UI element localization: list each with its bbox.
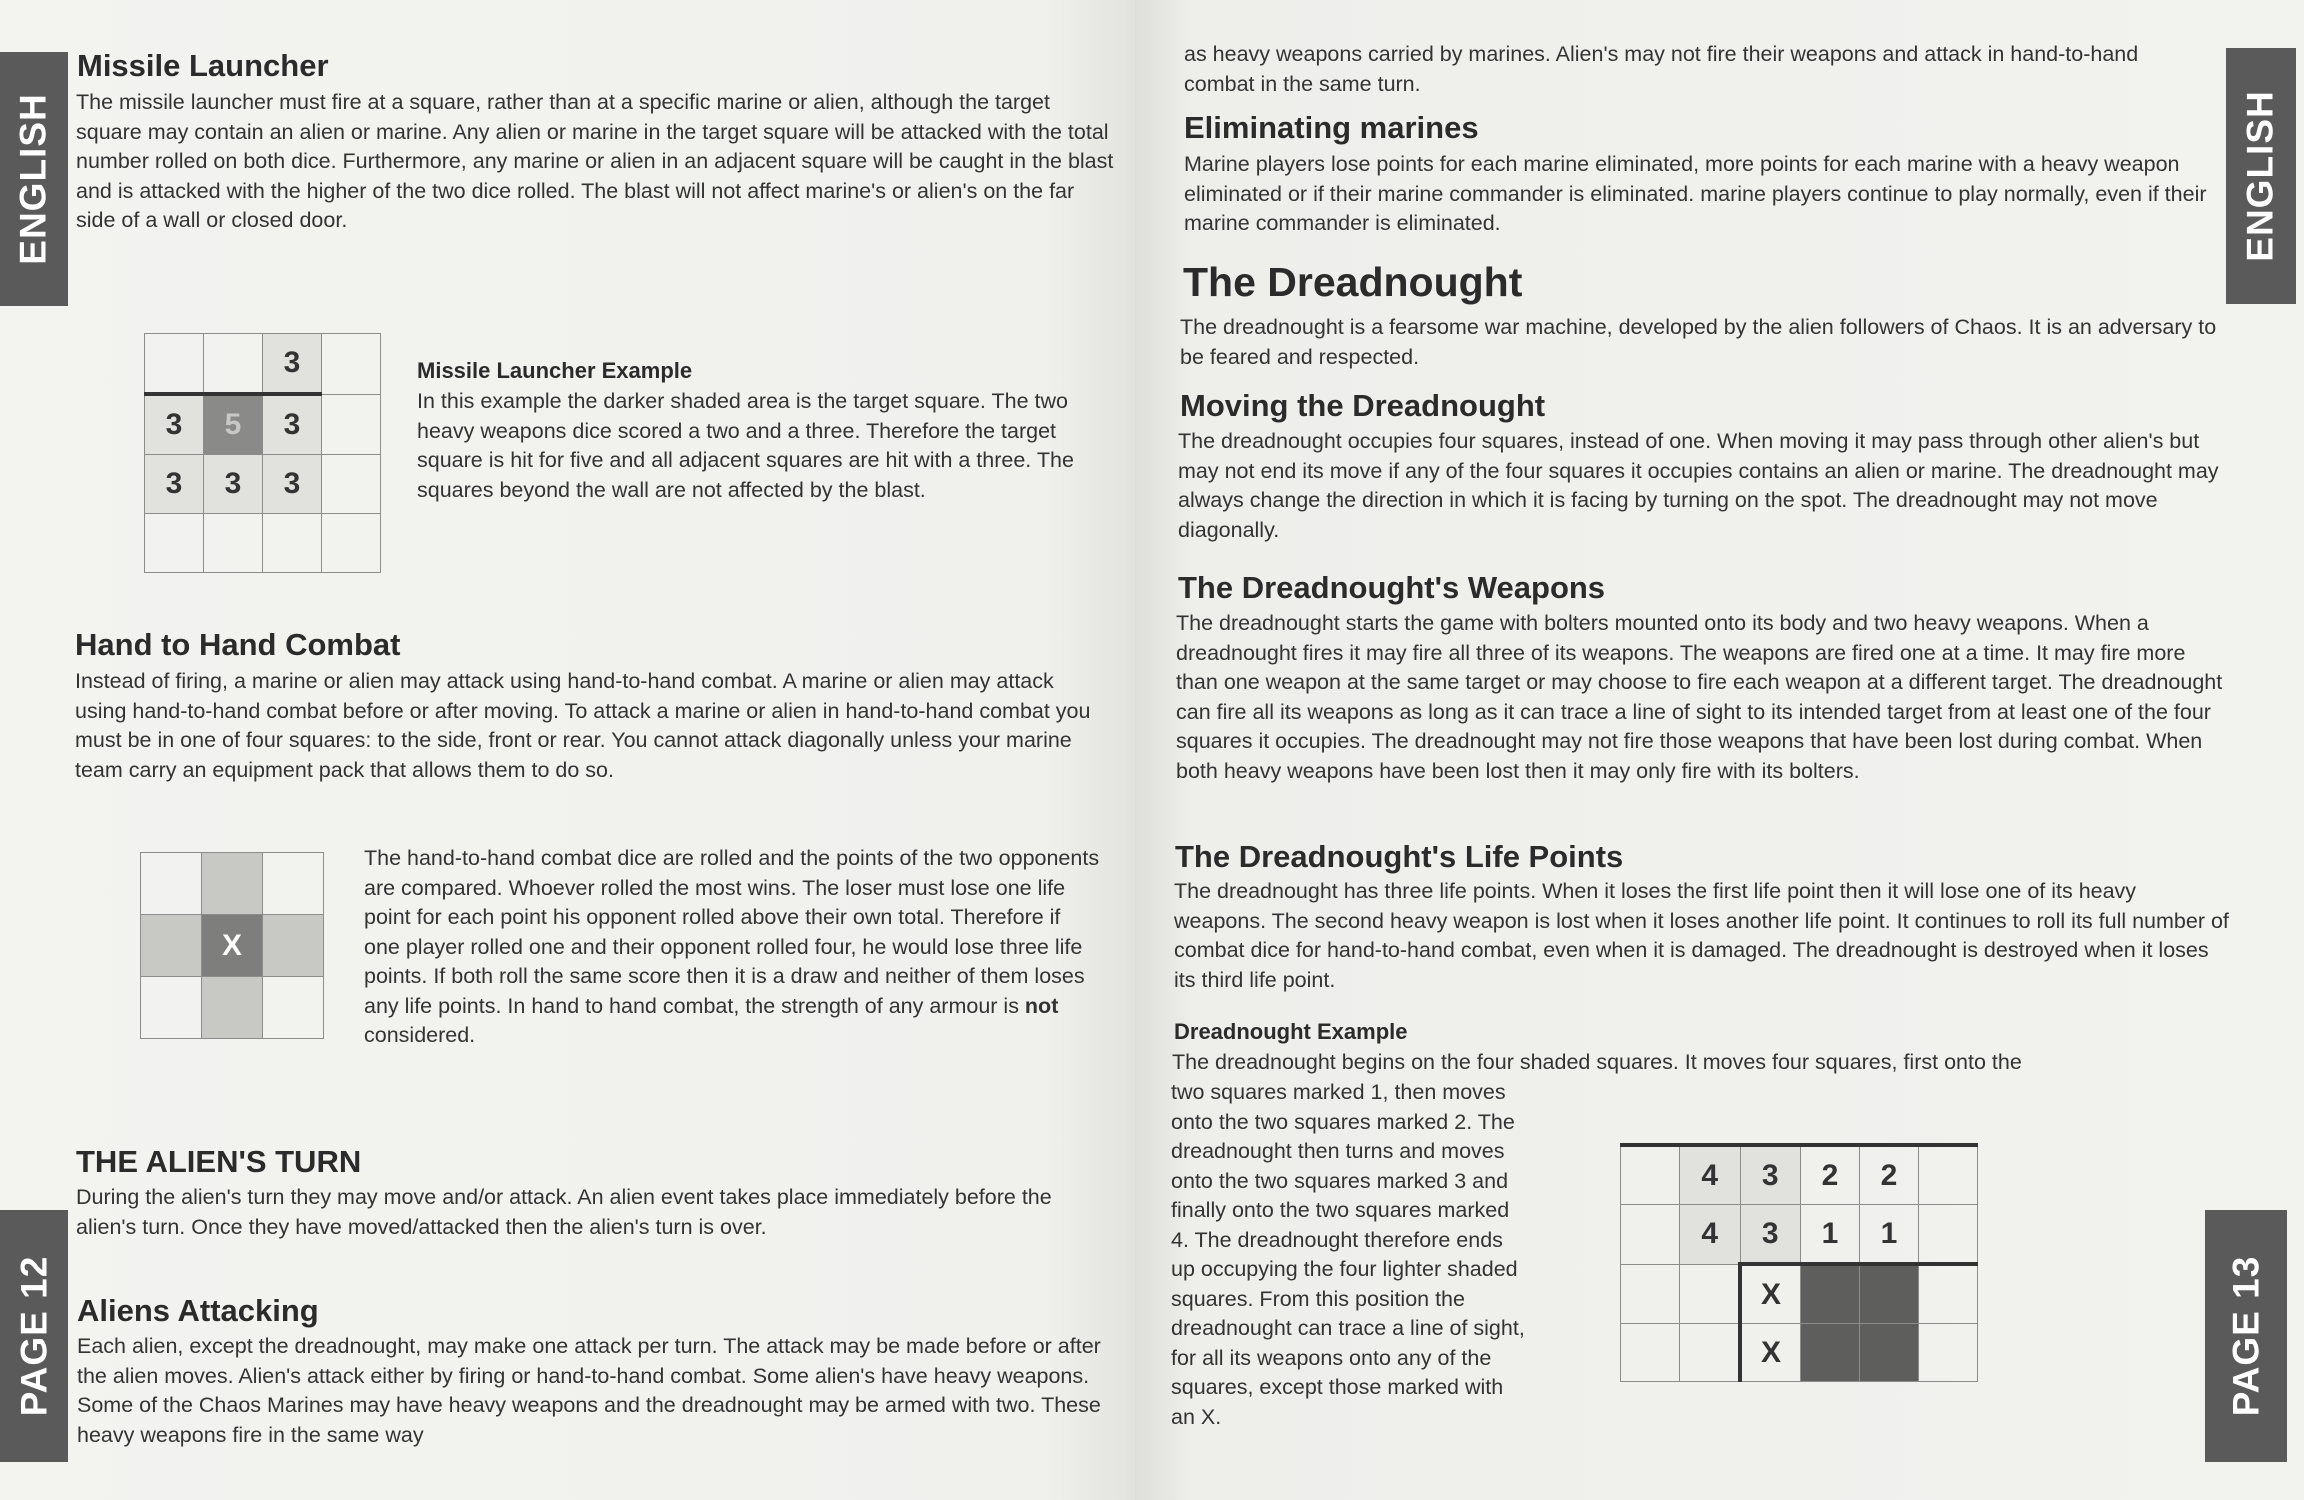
dreadnought-example-grid	[1620, 1143, 1978, 1382]
hand-to-hand-dice-text	[364, 844, 1100, 1051]
aliens-turn-text: During the alien's turn they may move and/or attack. An alien event takes place immediately before the alien's turn. Once they have moved/attacked then the alien's turn is over.	[76, 1185, 1052, 1239]
dreadnought-start-square	[1860, 1264, 1919, 1324]
dreadnought-example-text: two squares marked 1, then moves onto the two squares marked 2. The dreadnought then turns and moves onto the two squares marked 3 and finally onto the two squares marked 4. The dreadnought therefore ends up occupying the four lighter shaded squares. From this position the dreadnought can trace a line of sight, for all its weapons onto any of the squares, except those marked with an X.	[1171, 1080, 1525, 1429]
grid-cell	[1919, 1145, 1978, 1205]
aliens-attacking-heading: Aliens Attacking	[77, 1293, 319, 1328]
attacker-square: X	[202, 915, 263, 977]
grid-cell: 3	[145, 394, 204, 455]
grid-cell	[322, 455, 381, 514]
language-tab-label: ENGLISH	[2240, 90, 2281, 262]
grid-cell	[322, 394, 381, 455]
hand-to-hand-heading: Hand to Hand Combat	[75, 627, 401, 662]
life-points-text: The dreadnought has three life points. When it loses the first life point then it will lose one of its heavy weapons. The second heavy weapon is lost when it loses another life point. It continues to roll its full number of combat dice for hand-to-hand combat, even when it is damaged. The dreadnought is destroyed when it loses its third life point.	[1174, 879, 2229, 992]
grid-cell: 3	[263, 334, 322, 395]
right-page	[1135, 0, 2304, 1500]
continued-text: as heavy weapons carried by marines. Alien's may not fire their weapons and attack in hand-to-hand combat in the same turn.	[1184, 42, 2139, 96]
language-tab	[0, 52, 68, 306]
language-tab-label: ENGLISH	[13, 93, 54, 265]
grid-cell	[202, 977, 263, 1039]
blocked-square: X	[1740, 1324, 1801, 1382]
grid-cell: 3	[1740, 1145, 1801, 1205]
grid-cell	[322, 334, 381, 395]
missile-launcher-text: The missile launcher must fire at a square, rather than at a specific marine or alien, although the target square may contain an alien or marine. Any alien or marine in the target square will be attacked with the total number rolled on both dice. Furthermore, any marine or alien in an adjacent square will be caught in the blast and is attacked with the higher of the two dice rolled. The blast will not affect marine's or alien's on the far side of a wall or closed door.	[76, 90, 1114, 232]
page-number-label: PAGE 13	[2225, 1255, 2267, 1417]
dice-text-part: considered.	[364, 1023, 476, 1047]
missile-example-text: In this example the darker shaded area is the target square. The two heavy weapons dice scored a two and a three. Therefore the target square is hit for five and all adjacent squares are hit with a three. The squares beyond the wall are not affected by the blast.	[417, 389, 1074, 502]
target-square: 5	[204, 394, 263, 455]
grid-cell	[1680, 1324, 1741, 1382]
hand-to-hand-grid	[140, 852, 324, 1039]
missile-launcher-heading: Missile Launcher	[77, 48, 329, 83]
grid-cell	[1680, 1264, 1741, 1324]
dreadnought-start-square	[1860, 1324, 1919, 1382]
grid-cell	[204, 334, 263, 395]
grid-cell	[204, 514, 263, 573]
grid-cell	[322, 514, 381, 573]
grid-cell	[1621, 1145, 1680, 1205]
grid-cell	[1919, 1324, 1978, 1382]
grid-cell	[1919, 1264, 1978, 1324]
eliminating-text: Marine players lose points for each marine eliminated, more points for each marine with a heavy weapon eliminated or if their marine commander is eliminated. marine players continue to play normally, even if their marine commander is eliminated.	[1184, 152, 2207, 235]
dreadnought-intro-text: The dreadnought is a fearsome war machine, developed by the alien followers of Chaos. It is an adversary to be feared and respected.	[1180, 315, 2217, 369]
page-number-label: PAGE 12	[13, 1255, 55, 1417]
hand-to-hand-text: Instead of firing, a marine or alien may attack using hand-to-hand combat. A marine or alien may attack using hand-to-hand combat before or after moving. To attack a marine or alien in hand-to-hand combat you must be in one of four squares: to the side, front or rear. You cannot attack diagonally unless your marine team carry an equipment pack that allows them to do so.	[75, 669, 1091, 782]
missile-example-grid	[144, 333, 381, 573]
grid-cell: 3	[145, 455, 204, 514]
grid-cell	[1919, 1205, 1978, 1265]
language-tab	[2226, 48, 2296, 304]
grid-cell: 4	[1680, 1205, 1741, 1265]
page-number-tab	[0, 1210, 68, 1462]
grid-cell	[202, 853, 263, 915]
dreadnought-example-heading: Dreadnought Example	[1174, 1019, 1408, 1044]
grid-cell: 3	[263, 394, 322, 455]
grid-cell: 3	[204, 455, 263, 514]
grid-cell	[1621, 1264, 1680, 1324]
grid-cell: 3	[1740, 1205, 1801, 1265]
grid-cell: 4	[1680, 1145, 1741, 1205]
grid-cell	[141, 915, 202, 977]
aliens-attacking-text: Each alien, except the dreadnought, may make one attack per turn. The attack may be made before or after the alien moves. Alien's attack either by firing or hand-to-hand combat. Some alien's have heavy weapons. Some of the Chaos Marines may have heavy weapons and the dreadnought may be armed with two. These heavy weapons fire in the same way	[77, 1334, 1101, 1447]
grid-cell	[1621, 1205, 1680, 1265]
life-points-heading: The Dreadnought's Life Points	[1175, 839, 1624, 874]
grid-cell	[145, 514, 204, 573]
blocked-square: X	[1740, 1264, 1801, 1324]
dice-text-emphasis: not	[1024, 993, 1059, 1018]
dreadnought-example-intro: The dreadnought begins on the four shaded squares. It moves four squares, first onto the	[1172, 1050, 2022, 1074]
grid-cell	[263, 853, 324, 915]
aliens-turn-heading: THE ALIEN'S TURN	[76, 1144, 362, 1179]
grid-cell: 2	[1801, 1145, 1860, 1205]
weapons-text: The dreadnought starts the game with bolters mounted onto its body and two heavy weapons. When a dreadnought fires it may fire all three of its weapons. The weapons are fired one at a time. It may fire more than one weapon at the same target or may choose to fire each weapon at a different target. The dreadnought can fire all its weapons as long as it can trace a line of sight to its intended target from at least one of the four squares it occupies. The dreadnought may not fire those weapons that have been lost during combat. When both heavy weapons have been lost then it may only fire with its bolters.	[1176, 611, 2223, 783]
grid-cell	[141, 977, 202, 1039]
dreadnought-start-square	[1801, 1324, 1860, 1382]
grid-cell: 3	[263, 455, 322, 514]
eliminating-heading: Eliminating marines	[1184, 110, 1479, 145]
grid-cell	[263, 514, 322, 573]
grid-cell: 2	[1860, 1145, 1919, 1205]
moving-text: The dreadnought occupies four squares, instead of one. When moving it may pass through other alien's but may not end its move if any of the four squares it occupies contains an alien or marine. The dreadnought may always change the direction in which it is facing by turning on the spot. The dreadnought may not move diagonally.	[1178, 429, 2219, 542]
grid-cell: 1	[1801, 1205, 1860, 1265]
weapons-heading: The Dreadnought's Weapons	[1178, 570, 1606, 605]
moving-heading: Moving the Dreadnought	[1180, 388, 1546, 423]
grid-cell	[1621, 1324, 1680, 1382]
left-page	[0, 0, 1135, 1500]
grid-cell	[263, 977, 324, 1039]
grid-cell	[263, 915, 324, 977]
missile-example-heading: Missile Launcher Example	[417, 358, 693, 383]
grid-cell	[141, 853, 202, 915]
page-number-tab	[2205, 1210, 2287, 1462]
dreadnought-start-square	[1801, 1264, 1860, 1324]
grid-cell: 1	[1860, 1205, 1919, 1265]
dice-text-part: The hand-to-hand combat dice are rolled and the points of the two opponents are compared. Whoever rolled the most wins. The loser must lose one life point for each point his opponent rolled above their own total. Therefore if one player rolled one and their opponent rolled four, he would lose three life points. If both roll the same score then it is a draw and neither of them loses any life points. In hand to hand combat, the strength of any armour is	[364, 846, 1100, 1018]
dreadnought-title: The Dreadnought	[1183, 259, 1523, 305]
grid-cell	[145, 334, 204, 395]
